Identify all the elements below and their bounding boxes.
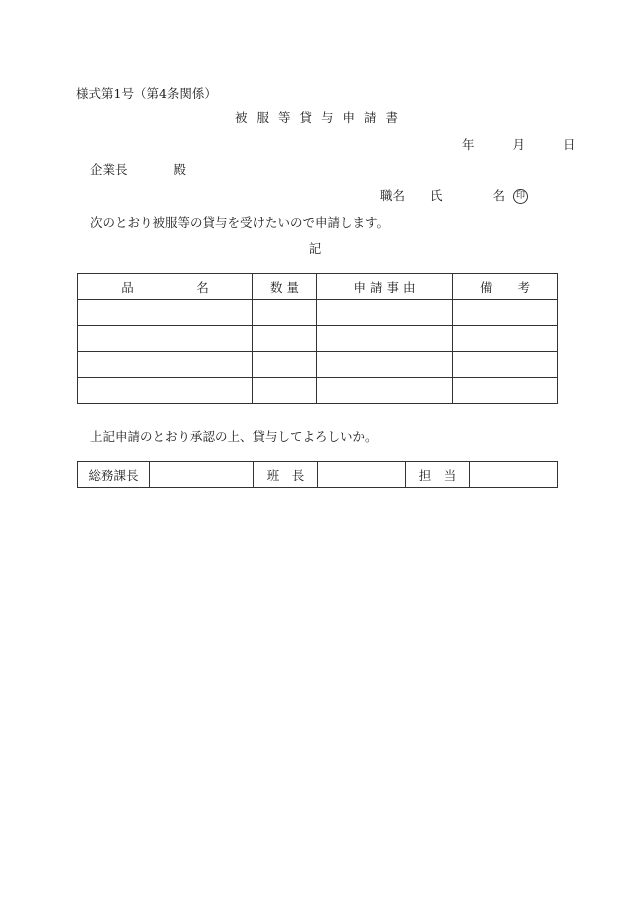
general-affairs-chief-stamp-cell[interactable]: [150, 462, 254, 488]
items-table: [77, 273, 558, 404]
quantity-cell[interactable]: [253, 352, 317, 378]
reason-cell[interactable]: [317, 352, 453, 378]
item-name-cell[interactable]: [78, 300, 253, 326]
table-row: [78, 352, 558, 378]
person-in-charge-label: 担 当: [406, 462, 470, 488]
date-day-label: 日: [562, 137, 576, 152]
quantity-cell[interactable]: [253, 378, 317, 404]
approval-table: [77, 461, 558, 488]
form-number: 様式第1号（第4条関係）: [76, 86, 217, 101]
remarks-cell[interactable]: [453, 352, 558, 378]
addressee-honorific: 殿: [173, 162, 187, 177]
header-reason: 申 請 事 由: [317, 274, 453, 300]
quantity-cell[interactable]: [253, 326, 317, 352]
document-title: 被服等貸与申請書: [234, 110, 407, 125]
remarks-cell[interactable]: [453, 326, 558, 352]
reason-cell[interactable]: [317, 326, 453, 352]
team-leader-stamp-cell[interactable]: [318, 462, 406, 488]
reason-cell[interactable]: [317, 300, 453, 326]
person-in-charge-stamp-cell[interactable]: [470, 462, 558, 488]
item-name-cell[interactable]: [78, 326, 253, 352]
body-text: 次のとおり被服等の貸与を受けたいので申請します。: [90, 215, 390, 230]
seal-icon: 印: [513, 189, 528, 204]
addressee: [90, 160, 186, 178]
date-line: [462, 135, 575, 153]
header-quantity: 数 量: [253, 274, 317, 300]
reason-cell[interactable]: [317, 378, 453, 404]
header-remarks: 備 考: [453, 274, 558, 300]
items-table-header: [78, 274, 558, 300]
table-row: [78, 326, 558, 352]
quantity-cell[interactable]: [253, 300, 317, 326]
team-leader-label: 班 長: [254, 462, 318, 488]
table-row: [78, 378, 558, 404]
table-row: [78, 300, 558, 326]
approval-text: 上記申請のとおり承認の上、貸与してよろしいか。: [90, 429, 378, 444]
approval-row: [78, 462, 558, 488]
ki-heading: 記: [308, 241, 322, 256]
date-month-label: 月: [512, 137, 525, 152]
header-item-name: 品 名: [78, 274, 253, 300]
applicant-label: 職名 氏 名: [380, 188, 506, 203]
item-name-cell[interactable]: [78, 352, 253, 378]
addressee-name: 企業長: [90, 162, 128, 177]
item-name-cell[interactable]: [78, 378, 253, 404]
remarks-cell[interactable]: [453, 300, 558, 326]
date-year-label: 年: [462, 137, 475, 152]
general-affairs-chief-label: 総務課長: [78, 462, 150, 488]
applicant-line: [380, 186, 528, 204]
remarks-cell[interactable]: [453, 378, 558, 404]
